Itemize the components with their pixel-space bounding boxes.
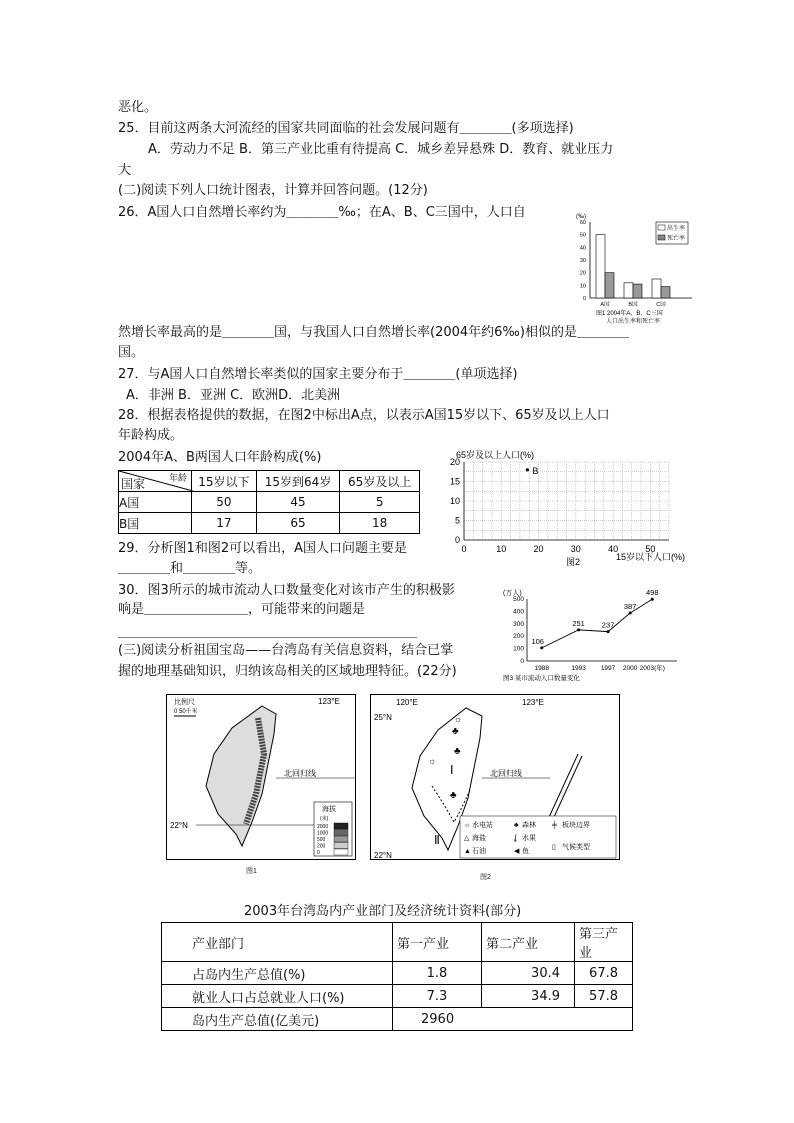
fig2-xtick: 20 xyxy=(533,544,544,554)
table-row xyxy=(119,513,420,534)
fig3-point xyxy=(540,646,543,649)
question-29b: ＿＿＿＿和＿＿＿＿等。 xyxy=(118,561,262,576)
header-country: 国家 xyxy=(121,477,146,491)
fig2-ytick: 10 xyxy=(449,496,460,506)
map1-legend-value: 1000 xyxy=(317,830,329,837)
cell: 65 xyxy=(256,513,340,534)
legend-death: 死亡率 xyxy=(667,236,686,242)
fig3-data-label: 498 xyxy=(646,588,659,598)
fig2-xtick: 40 xyxy=(608,544,619,554)
fig3-xtick: 1988 xyxy=(534,665,549,672)
legend-swatch-death xyxy=(658,235,665,240)
fig1-caption-2: 人口出生率和死亡率 xyxy=(606,319,661,325)
fig1-ytick: 0 xyxy=(582,296,586,302)
fig3-caption: 图3 某市流动人口数量变化 xyxy=(503,675,580,682)
question-30b: 响是＿＿＿＿＿＿＿＿，可能带来的问题是 xyxy=(118,602,366,617)
question-30a: 30．图3所示的城市流动人口数量变化对该市产生的积极影 xyxy=(118,583,455,598)
question-28b: 年龄构成。 xyxy=(118,428,184,443)
legend-plate: 板块边界 xyxy=(562,822,590,829)
fig3-point xyxy=(651,598,654,601)
age-table xyxy=(118,470,420,534)
map2-lon1: 120°E xyxy=(396,698,418,707)
cell: 30.4 xyxy=(482,962,575,985)
fig3-data-label: 237 xyxy=(601,620,615,630)
section-3-title-a: (三)阅读分析祖国宝岛——台湾岛有关信息资料，结合已掌 xyxy=(118,643,454,658)
question-28a: 28．根据表格提供的数据，在图2中标出A点，以表示A国15岁以下、65岁及以上人口 xyxy=(118,408,610,423)
map1-lon: 123°E xyxy=(318,697,340,706)
map1-legend-value: 200 xyxy=(317,843,326,850)
fig3-point xyxy=(629,612,632,615)
question-29a: 29．分析图1和图2可以看出，A国人口问题主要是 xyxy=(118,541,407,556)
plate-boundary-icon: ╪ xyxy=(552,822,557,829)
fig1-caption-1: 图1 2004年A、B、C三国 xyxy=(596,311,663,317)
fig2-caption: 图2 xyxy=(566,557,581,567)
fig2-ytick: 0 xyxy=(454,535,460,545)
map1-legend-swatch xyxy=(334,830,348,836)
fig3-xtick: 1997 xyxy=(600,665,616,672)
map2-lat1: 25°N xyxy=(374,713,392,722)
fig3-line-chart xyxy=(497,585,687,685)
salt-icon: △ xyxy=(464,835,470,842)
fig3-data-label: 251 xyxy=(572,618,585,628)
fig2-point xyxy=(526,468,529,471)
fig3-point xyxy=(607,630,610,633)
taiwan-topo-map xyxy=(166,694,356,860)
fig3-data-label: 387 xyxy=(623,602,637,612)
fig2-ytick: 20 xyxy=(449,457,460,467)
map1-legend-value: 0 xyxy=(317,850,320,856)
fig1-bar-birth xyxy=(596,235,605,298)
climate-icon: ▯ xyxy=(552,844,556,851)
zone-2: Ⅱ xyxy=(434,833,440,847)
fig1-category: B国 xyxy=(628,302,638,308)
cell: 34.9 xyxy=(482,985,575,1008)
econ-table-title: 2003年台湾岛内产业部门及经济统计资料(部分) xyxy=(244,904,522,919)
col-header: 第二产业 xyxy=(482,923,575,962)
zone-1: Ⅰ xyxy=(450,763,454,777)
header-age: 年龄 xyxy=(168,474,187,484)
map1-legend-swatch xyxy=(334,849,348,855)
cell: 45 xyxy=(256,492,340,513)
question-26a: 26．A国人口自然增长率约为＿＿＿＿‰；在A、B、C三国中，人口自 xyxy=(118,205,526,220)
fig2-ylabel: 65岁及以上人口(%) xyxy=(456,450,535,460)
fig3-ytick: 300 xyxy=(513,620,524,628)
row-label: 岛内生产总值(亿美元) xyxy=(162,1008,393,1031)
forest-icon: ♣ xyxy=(514,822,519,829)
fig3-ytick: 100 xyxy=(513,645,524,653)
question-26c: 国。 xyxy=(118,345,145,360)
table-row xyxy=(162,962,633,985)
map1-legend-swatch xyxy=(334,823,348,829)
map2-tropic: 北回归线 xyxy=(490,769,522,778)
age-table-title: 2004年A、B两国人口年龄构成(%) xyxy=(118,450,322,465)
legend-birth: 出生率 xyxy=(667,226,686,232)
cell: 18 xyxy=(340,513,420,534)
fig2-scatter xyxy=(448,448,688,568)
fig1-ytick: 30 xyxy=(579,258,586,264)
question-30-blank: ＿＿＿＿＿＿＿＿＿＿＿＿＿＿＿＿＿＿＿＿＿＿＿ xyxy=(118,625,418,640)
fish-icon: ◀ xyxy=(514,848,520,855)
row-country: B国 xyxy=(119,513,192,534)
forest-icon: ♣ xyxy=(450,790,457,801)
legend-salt: 海盐 xyxy=(472,835,486,842)
legend-fish: 鱼 xyxy=(522,848,529,855)
question-27-options: A．非洲 B．亚洲 C．欧洲D．北美洲 xyxy=(126,388,341,403)
col-header: 第三产业 xyxy=(575,923,633,962)
fig1-bar-birth xyxy=(624,283,633,298)
section-2-title: (二)阅读下列人口统计图表，计算并回答问题。(12分) xyxy=(118,183,428,198)
fig3-yunit: (万人) xyxy=(503,590,522,597)
fig1-ytick: 50 xyxy=(579,232,586,239)
fig1-bar-chart xyxy=(570,208,700,328)
fig2-xtick: 0 xyxy=(461,544,467,554)
fig1-bar-death xyxy=(661,287,670,298)
hydropower-icon: ☼ xyxy=(464,822,471,829)
fig3-point xyxy=(577,628,580,631)
map1-legend-swatch xyxy=(334,843,348,849)
cell: 17 xyxy=(192,513,257,534)
cell: 7.3 xyxy=(393,985,482,1008)
question-25-options: A．劳动力不足 B．第三产业比重有待提高 C．城乡差异悬殊 D．教育、就业压力 xyxy=(148,142,614,157)
map1-caption-text: 图1 xyxy=(246,868,257,875)
table-row xyxy=(162,1008,633,1031)
text-line: 恶化。 xyxy=(118,100,158,115)
fig2-xtick: 30 xyxy=(570,544,581,554)
fig2-point-label: B xyxy=(532,465,539,476)
cell: 5 xyxy=(340,492,420,513)
fig1-ytick: 20 xyxy=(579,270,586,277)
question-25: 25．目前这两条大河流经的国家共同面临的社会发展问题有＿＿＿＿(多项选择) xyxy=(118,121,574,136)
fig1-ylabel: (‰) xyxy=(576,214,586,220)
fig1-bar-death xyxy=(633,284,642,298)
section-3-title-b: 握的地理基础知识，归纳该岛相关的区域地理特征。(22分) xyxy=(118,664,457,679)
map1-legend-value: 500 xyxy=(317,837,326,843)
fig3-xtick: 2000 xyxy=(622,665,638,672)
map1-scale-num: 0 50千米 xyxy=(174,709,198,715)
fig1-category: A国 xyxy=(600,302,610,308)
question-27: 27．与A国人口自然增长率类似的国家主要分布于＿＿＿＿(单项选择) xyxy=(118,367,518,382)
fig2-xlabel: 15岁以下人口(%) xyxy=(616,552,686,562)
hydropower-icon: ☼ xyxy=(454,714,463,724)
cell: 57.8 xyxy=(575,985,633,1008)
fig3-ytick: 0 xyxy=(520,658,524,665)
cell: 2960 xyxy=(393,1008,633,1031)
table-row xyxy=(162,985,633,1008)
col-header: 15岁以下 xyxy=(192,471,257,492)
taiwan-resource-map xyxy=(370,694,620,860)
cell: 67.8 xyxy=(575,962,633,985)
fig3-xtick: 1993 xyxy=(571,665,586,672)
fig1-category: C国 xyxy=(656,302,666,308)
legend-swatch-birth xyxy=(658,225,665,230)
fig1-ytick: 60 xyxy=(579,220,586,226)
fig3-xtick: 2003(年) xyxy=(639,665,665,672)
cell: 50 xyxy=(192,492,257,513)
legend-forest: 森林 xyxy=(522,822,536,829)
fig1-bar-death xyxy=(605,273,614,298)
question-25-tail: 大 xyxy=(118,163,132,178)
oil-icon: ▲ xyxy=(464,848,471,855)
map1-legend-unit: (米) xyxy=(320,816,329,822)
fig3-ytick: 400 xyxy=(513,608,524,616)
hydropower-icon: ☼ xyxy=(428,756,437,766)
fig1-ytick: 10 xyxy=(579,283,586,290)
econ-table xyxy=(161,922,633,1031)
question-26b: 然增长率最高的是＿＿＿＿国，与我国人口自然增长率(2004年约6‰)相似的是＿＿＿＿ xyxy=(118,325,629,340)
map2-lat2: 22°N xyxy=(374,851,392,860)
fig2-ytick: 15 xyxy=(449,476,460,487)
map1-scale: 比例尺 xyxy=(174,699,195,706)
fig1-bar-birth xyxy=(652,279,661,298)
col-header: 产业部门 xyxy=(162,923,393,962)
fig2-xtick: 50 xyxy=(645,544,656,554)
map2-caption-text: 图2 xyxy=(480,874,491,881)
forest-icon: ♣ xyxy=(454,746,461,757)
col-header: 第一产业 xyxy=(393,923,482,962)
cell: 1.8 xyxy=(393,962,482,985)
col-header: 65岁及以上 xyxy=(340,471,420,492)
legend-climate: 气候类型 xyxy=(562,844,590,851)
fig3-data-label: 106 xyxy=(531,636,544,646)
fig1-ytick: 40 xyxy=(579,245,586,252)
fig3-ytick: 500 xyxy=(513,596,524,603)
fig2-xtick: 10 xyxy=(496,544,507,554)
fig2-ytick: 5 xyxy=(454,515,460,526)
map1-tropic: 北回归线 xyxy=(284,769,316,778)
age-table-corner xyxy=(119,471,192,492)
fig3-ytick: 200 xyxy=(513,633,524,641)
table-row xyxy=(119,492,420,513)
legend-hydropower: 水电站 xyxy=(472,822,493,829)
map2-lon2: 123°E xyxy=(522,698,544,707)
map1-lat: 22°N xyxy=(170,821,188,830)
fruit-icon: ʆ xyxy=(514,835,517,842)
forest-icon: ♣ xyxy=(452,726,459,737)
row-country: A国 xyxy=(119,492,192,513)
legend-fruit: 水果 xyxy=(522,835,536,842)
col-header: 15岁到64岁 xyxy=(256,471,340,492)
row-label: 占岛内生产总值(%) xyxy=(162,962,393,985)
row-label: 就业人口占总就业人口(%) xyxy=(162,985,393,1008)
legend-oil: 石油 xyxy=(472,848,486,855)
map1-legend-swatch xyxy=(334,836,348,842)
map1-legend-title: 海拔 xyxy=(322,806,336,813)
map1-legend-value: 2000 xyxy=(317,824,329,830)
